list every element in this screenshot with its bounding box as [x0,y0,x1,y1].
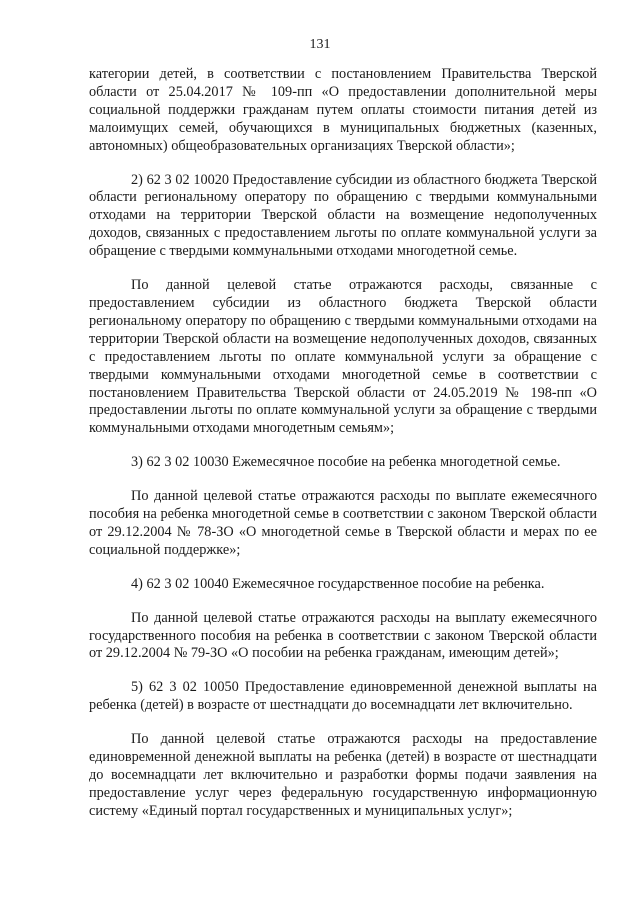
paragraph-item-4-description: По данной целевой статье отражаются расходы на выплату ежемесячного государственного пособия на ребенка в соответствии с законом Тверской области от 29.12.2004 № 79-ЗО «О пособии на ребенка гражданам, имеющим детей»; [89,609,597,662]
paragraph-item-2-heading: 2) 62 3 02 10020 Предоставление субсидии из областного бюджета Тверской области региональному оператору по обращению с твердыми коммунальными отходами на территории Тверской области на возмещение недополученных доходов, связанных с предоставлением льготы по оплате коммунальной услуги за обращение с твердыми коммунальными отходами многодетной семье. [89,171,597,260]
paragraph-item-5-heading: 5) 62 3 02 10050 Предоставление единовременной денежной выплаты на ребенка (детей) в возрасте от шестнадцати до восемнадцати лет включительно. [89,679,597,714]
document-body [89,66,597,821]
paragraph-item-2-description: По данной целевой статье отражаются расходы, связанные с предоставлением субсидии из областного бюджета Тверской области региональному оператору по обращению с твердыми коммунальными отходами на территории Тверской области на возмещение недополученных доходов, связанных с предоставлением льготы по оплате коммунальной услуги за обращение с твердыми коммунальными отходами многодетной семье в соответствии с постановлением Правительства Тверской области от 24.05.2019 № 198-пп «О предоставлении льготы по оплате коммунальной услуги за обращение с твердыми коммунальными отходами многодетным семьям»; [89,277,597,437]
page-number: 131 [309,37,331,52]
paragraph-item-3-description: По данной целевой статье отражаются расходы по выплате ежемесячного пособия на ребенка многодетной семье в соответствии с законом Тверской области от 29.12.2004 № 78-ЗО «О многодетной семье в Тверской области и мерах по ее социальной поддержке»; [89,488,597,558]
paragraph-item-4-heading: 4) 62 3 02 10040 Ежемесячное государственное пособие на ребенка. [131,575,545,592]
paragraph-continuation: категории детей, в соответствии с постановлением Правительства Тверской области от 25.04.2017 № 109-пп «О предоставлении дополнительной меры социальной поддержки гражданам путем оплаты стоимости питания детей из малоимущих семей, обучающихся в муниципальных бюджетных (казенных, автономных) общеобразовательных организациях Тверской области»; [89,66,597,154]
paragraph-item-5-description: По данной целевой статье отражаются расходы на предоставление единовременной денежной выплаты на ребенка (детей) в возрасте от шестнадцати до восемнадцати лет включительно и разработки формы подачи заявления на предоставление услуг через федеральную государственную информационную систему «Единый портал государственных и муниципальных услуг»; [89,731,597,819]
paragraph-item-3-heading: 3) 62 3 02 10030 Ежемесячное пособие на ребенка многодетной семье. [131,454,561,471]
